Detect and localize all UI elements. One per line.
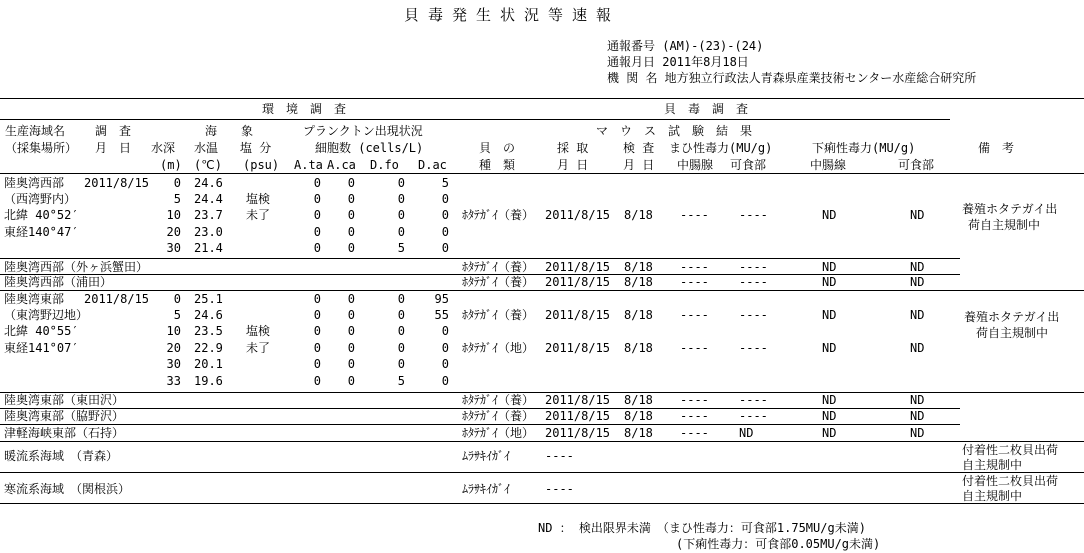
cell-depth: 0	[173, 292, 181, 306]
cell-ata: 0	[313, 374, 321, 388]
inspection-header: 検 査	[623, 141, 655, 155]
cell-aca: 0	[347, 225, 355, 239]
cell-dg: ND	[822, 426, 837, 440]
cell-de: ND	[910, 275, 925, 289]
separator	[0, 258, 960, 259]
shellfish-header-underline	[460, 119, 950, 120]
cell-dac: 0	[441, 225, 449, 239]
cell-pe: ----	[739, 393, 768, 407]
depth-unit: (m)	[160, 158, 182, 172]
cell-col: 2011/8/15	[545, 341, 611, 355]
cell-ata: 0	[313, 241, 321, 255]
cell-de: ND	[910, 308, 925, 322]
depth-header: 水深	[151, 141, 176, 155]
cell-area: 東経141°07′	[4, 341, 79, 355]
cell-aca: 0	[347, 241, 355, 255]
cell-pe: ND	[739, 426, 754, 440]
mouse-test-header: マ ウ ス 試 験 結 果	[596, 124, 753, 138]
separator	[0, 424, 960, 425]
psp-edible-header: 可食部	[730, 158, 767, 172]
cell-pg: ----	[680, 409, 709, 423]
separator	[0, 392, 1084, 393]
cell-temp: 24.6	[194, 176, 223, 190]
cell-temp: 23.5	[194, 324, 223, 338]
separator	[0, 472, 1084, 473]
collection-header: 採 取	[557, 141, 589, 155]
dsp-gut-header: 中腸線	[810, 158, 847, 172]
cell-insp: 8/18	[624, 409, 653, 423]
cell-dac: 0	[441, 341, 449, 355]
cell-area: 陸奥湾西部（外ヶ浜蟹田）	[4, 260, 149, 274]
cell-aca: 0	[347, 357, 355, 371]
cell-date: 2011/8/15	[84, 292, 150, 306]
cell-temp: 24.4	[194, 192, 223, 206]
cell-dg: ND	[822, 208, 837, 222]
cell-col: 2011/8/15	[545, 393, 611, 407]
remark-line: 荷自主規制中	[976, 326, 1049, 340]
cell-col: 2011/8/15	[545, 260, 611, 274]
cell-dfo: 0	[397, 192, 405, 206]
cell-dfo: 0	[397, 225, 405, 239]
cell-aca: 0	[347, 292, 355, 306]
temp-unit: (℃)	[194, 158, 222, 172]
cell-temp: 21.4	[194, 241, 223, 255]
cell-kind: ﾎﾀﾃｶﾞｲ（養）	[462, 275, 535, 289]
cell-sal: 未了	[246, 341, 271, 355]
cell-kind: ﾎﾀﾃｶﾞｲ（養）	[462, 393, 535, 407]
cell-col: 2011/8/15	[545, 409, 611, 423]
cell-area: （東湾野辺地）	[4, 308, 89, 322]
cell-dfo: 5	[397, 374, 405, 388]
cell-area: 津軽海峡東部（石持）	[4, 426, 125, 440]
cell-de: ND	[910, 341, 925, 355]
plankton-header: プランクトン出現状況	[303, 124, 423, 138]
cell-area: 寒流系海域 （関根浜）	[4, 482, 131, 496]
cell-dfo: 0	[397, 308, 405, 322]
cell-sal: 未了	[246, 208, 271, 222]
cell-insp: 8/18	[624, 275, 653, 289]
cell-area: 陸奥湾東部（脇野沢）	[4, 409, 125, 423]
env-survey-heading: 環 境 調 査	[262, 102, 347, 116]
cell-dfo: 0	[397, 292, 405, 306]
cell-dfo: 0	[397, 357, 405, 371]
cell-temp: 22.9	[194, 341, 223, 355]
cells-header: 細胞数 (cells/L)	[315, 141, 424, 155]
cell-dg: ND	[822, 409, 837, 423]
report-date: 通報月日 2011年8月18日	[607, 55, 749, 69]
cell-dg: ND	[822, 308, 837, 322]
collection-date-header: 月 日	[557, 158, 589, 172]
cell-depth: 10	[166, 208, 181, 222]
env-header-underline	[0, 119, 460, 120]
cell-pg: ----	[680, 426, 709, 440]
cell-de: ND	[910, 208, 925, 222]
cell-depth: 10	[166, 324, 181, 338]
cell-col: 2011/8/15	[545, 208, 611, 222]
cell-dac: 0	[441, 241, 449, 255]
cell-area: 陸奥湾東部（東田沢）	[4, 393, 125, 407]
cell-ata: 0	[313, 292, 321, 306]
remark-line: 付着性二枚貝出荷	[962, 474, 1059, 488]
cell-dac: 0	[441, 192, 449, 206]
cell-col: 2011/8/15	[545, 426, 611, 440]
aca-header: A.ca	[327, 158, 356, 172]
cell-insp: 8/18	[624, 208, 653, 222]
cell-ata: 0	[313, 208, 321, 222]
cell-de: ND	[910, 426, 925, 440]
cell-aca: 0	[347, 341, 355, 355]
separator	[0, 408, 960, 409]
cell-aca: 0	[347, 208, 355, 222]
cell-pe: ----	[739, 308, 768, 322]
separator	[0, 274, 960, 275]
cell-area: 陸奥湾西部	[4, 176, 65, 190]
cell-dfo: 5	[397, 241, 405, 255]
cell-ata: 0	[313, 357, 321, 371]
cell-depth: 20	[166, 341, 181, 355]
agency-name: 機 関 名 地方独立行政法人青森県産業技術センター水産総合研究所	[607, 71, 977, 85]
cell-de: ND	[910, 393, 925, 407]
cell-date: 2011/8/15	[84, 176, 150, 190]
cell-kind: ﾎﾀﾃｶﾞｲ（養）	[462, 409, 535, 423]
cell-kind: ﾎﾀﾃｶﾞｲ（養）	[462, 308, 535, 322]
ata-header: A.ta	[294, 158, 323, 172]
cell-dac: 0	[441, 357, 449, 371]
cell-temp: 25.1	[194, 292, 223, 306]
cell-insp: 8/18	[624, 341, 653, 355]
report-number: 通報番号 (AM)-(23)-(24)	[607, 39, 764, 53]
cell-col: ----	[545, 482, 574, 496]
cell-dac: 55	[434, 308, 449, 322]
cell-depth: 5	[173, 308, 181, 322]
cell-depth: 20	[166, 225, 181, 239]
cell-col: ----	[545, 449, 574, 463]
cell-area: 北緯 40°52′	[4, 208, 79, 222]
cell-ata: 0	[313, 324, 321, 338]
cell-area: 陸奥湾西部（浦田）	[4, 275, 113, 289]
cell-insp: 8/18	[624, 426, 653, 440]
area-header: 生産海域名	[5, 124, 66, 138]
cell-insp: 8/18	[624, 308, 653, 322]
cell-kind: ﾑﾗｻｷｲｶﾞｲ	[462, 449, 511, 463]
cell-pg: ----	[680, 341, 709, 355]
cell-aca: 0	[347, 374, 355, 388]
cell-pe: ----	[739, 275, 768, 289]
salinity-unit: (psu)	[243, 158, 280, 172]
separator	[0, 290, 1084, 291]
inspection-date-header: 月 日	[623, 158, 655, 172]
cell-col: 2011/8/15	[545, 308, 611, 322]
cell-pe: ----	[739, 208, 768, 222]
cell-kind: ﾎﾀﾃｶﾞｲ（地）	[462, 341, 535, 355]
cell-ata: 0	[313, 341, 321, 355]
cell-dac: 0	[441, 208, 449, 222]
cell-pe: ----	[739, 409, 768, 423]
cell-depth: 30	[166, 241, 181, 255]
dac-header: D.ac	[418, 158, 447, 172]
cell-dac: 0	[441, 324, 449, 338]
remark-line: 自主規制中	[962, 489, 1023, 503]
cell-depth: 33	[166, 374, 181, 388]
table-top-line	[0, 98, 1084, 99]
cell-pe: ----	[739, 260, 768, 274]
cell-dg: ND	[822, 341, 837, 355]
cell-aca: 0	[347, 176, 355, 190]
cell-de: ND	[910, 409, 925, 423]
cell-ata: 0	[313, 176, 321, 190]
remark-line: 養殖ホタテガイ出	[964, 310, 1060, 324]
cell-aca: 0	[347, 308, 355, 322]
cell-sal: 塩検	[246, 324, 271, 338]
cell-pg: ----	[680, 275, 709, 289]
cell-dfo: 0	[397, 208, 405, 222]
cell-depth: 30	[166, 357, 181, 371]
cell-ata: 0	[313, 308, 321, 322]
cell-pg: ----	[680, 208, 709, 222]
cell-ata: 0	[313, 192, 321, 206]
cell-insp: 8/18	[624, 260, 653, 274]
separator	[0, 441, 1084, 442]
cell-dg: ND	[822, 260, 837, 274]
dfo-header: D.fo	[370, 158, 399, 172]
cell-kind: ﾎﾀﾃｶﾞｲ（養）	[462, 260, 535, 274]
header-bottom-line	[0, 173, 1084, 174]
sea-condition-header: 海 象	[205, 124, 254, 138]
cell-insp: 8/18	[624, 393, 653, 407]
cell-temp: 19.6	[194, 374, 223, 388]
cell-dac: 0	[441, 374, 449, 388]
cell-dfo: 0	[397, 341, 405, 355]
footnote-line: (下痢性毒力：可食部0.05MU/g未満)	[676, 537, 881, 551]
cell-temp: 23.7	[194, 208, 223, 222]
cell-pg: ----	[680, 308, 709, 322]
remark-line: 自主規制中	[962, 458, 1023, 472]
cell-dg: ND	[822, 393, 837, 407]
cell-dac: 5	[441, 176, 449, 190]
cell-area: 東経140°47′	[4, 225, 79, 239]
cell-depth: 0	[173, 176, 181, 190]
remark-line: 養殖ホタテガイ出	[962, 202, 1058, 216]
shellfish-survey-heading: 貝 毒 調 査	[664, 102, 749, 116]
cell-dg: ND	[822, 275, 837, 289]
species-sub-header: 種 類	[479, 158, 516, 172]
cell-de: ND	[910, 260, 925, 274]
cell-kind: ﾎﾀﾃｶﾞｲ（地）	[462, 426, 535, 440]
cell-area: （西湾野内）	[4, 192, 77, 206]
salinity-header: 塩 分	[240, 141, 272, 155]
psp-gut-header: 中腸腺	[677, 158, 714, 172]
remarks-header: 備 考	[978, 141, 1015, 155]
cell-area: 暖流系海域 （青森）	[4, 449, 119, 463]
cell-temp: 24.6	[194, 308, 223, 322]
cell-area: 陸奥湾東部	[4, 292, 65, 306]
cell-depth: 5	[173, 192, 181, 206]
document-title: 貝毒発生状況等速報	[404, 6, 621, 24]
cell-pg: ----	[680, 260, 709, 274]
cell-aca: 0	[347, 192, 355, 206]
cell-aca: 0	[347, 324, 355, 338]
cell-kind: ﾑﾗｻｷｲｶﾞｲ	[462, 482, 511, 496]
area-sub-header: （採集場所）	[5, 141, 78, 155]
cell-kind: ﾎﾀﾃｶﾞｲ（養）	[462, 208, 535, 222]
cell-temp: 20.1	[194, 357, 223, 371]
species-header: 貝 の	[479, 141, 516, 155]
psp-header: まひ性毒力(MU/g)	[669, 141, 773, 155]
cell-dfo: 0	[397, 324, 405, 338]
cell-dac: 95	[434, 292, 449, 306]
dsp-header: 下痢性毒力(MU/g)	[812, 141, 916, 155]
cell-col: 2011/8/15	[545, 275, 611, 289]
cell-sal: 塩検	[246, 192, 271, 206]
footnote-line: ND ： 検出限界未満 （まひ性毒力：可食部1.75MU/g未満)	[538, 521, 866, 535]
dsp-edible-header: 可食部	[898, 158, 935, 172]
survey-header: 調 査	[95, 124, 132, 138]
cell-pe: ----	[739, 341, 768, 355]
cell-area: 北緯 40°55′	[4, 324, 79, 338]
table-bottom-line	[0, 503, 1084, 504]
cell-ata: 0	[313, 225, 321, 239]
survey-date-header: 月 日	[95, 141, 132, 155]
remark-line: 荷自主規制中	[968, 218, 1041, 232]
cell-dfo: 0	[397, 176, 405, 190]
remark-line: 付着性二枚貝出荷	[962, 443, 1059, 457]
cell-temp: 23.0	[194, 225, 223, 239]
cell-pg: ----	[680, 393, 709, 407]
temp-header: 水温	[194, 141, 219, 155]
